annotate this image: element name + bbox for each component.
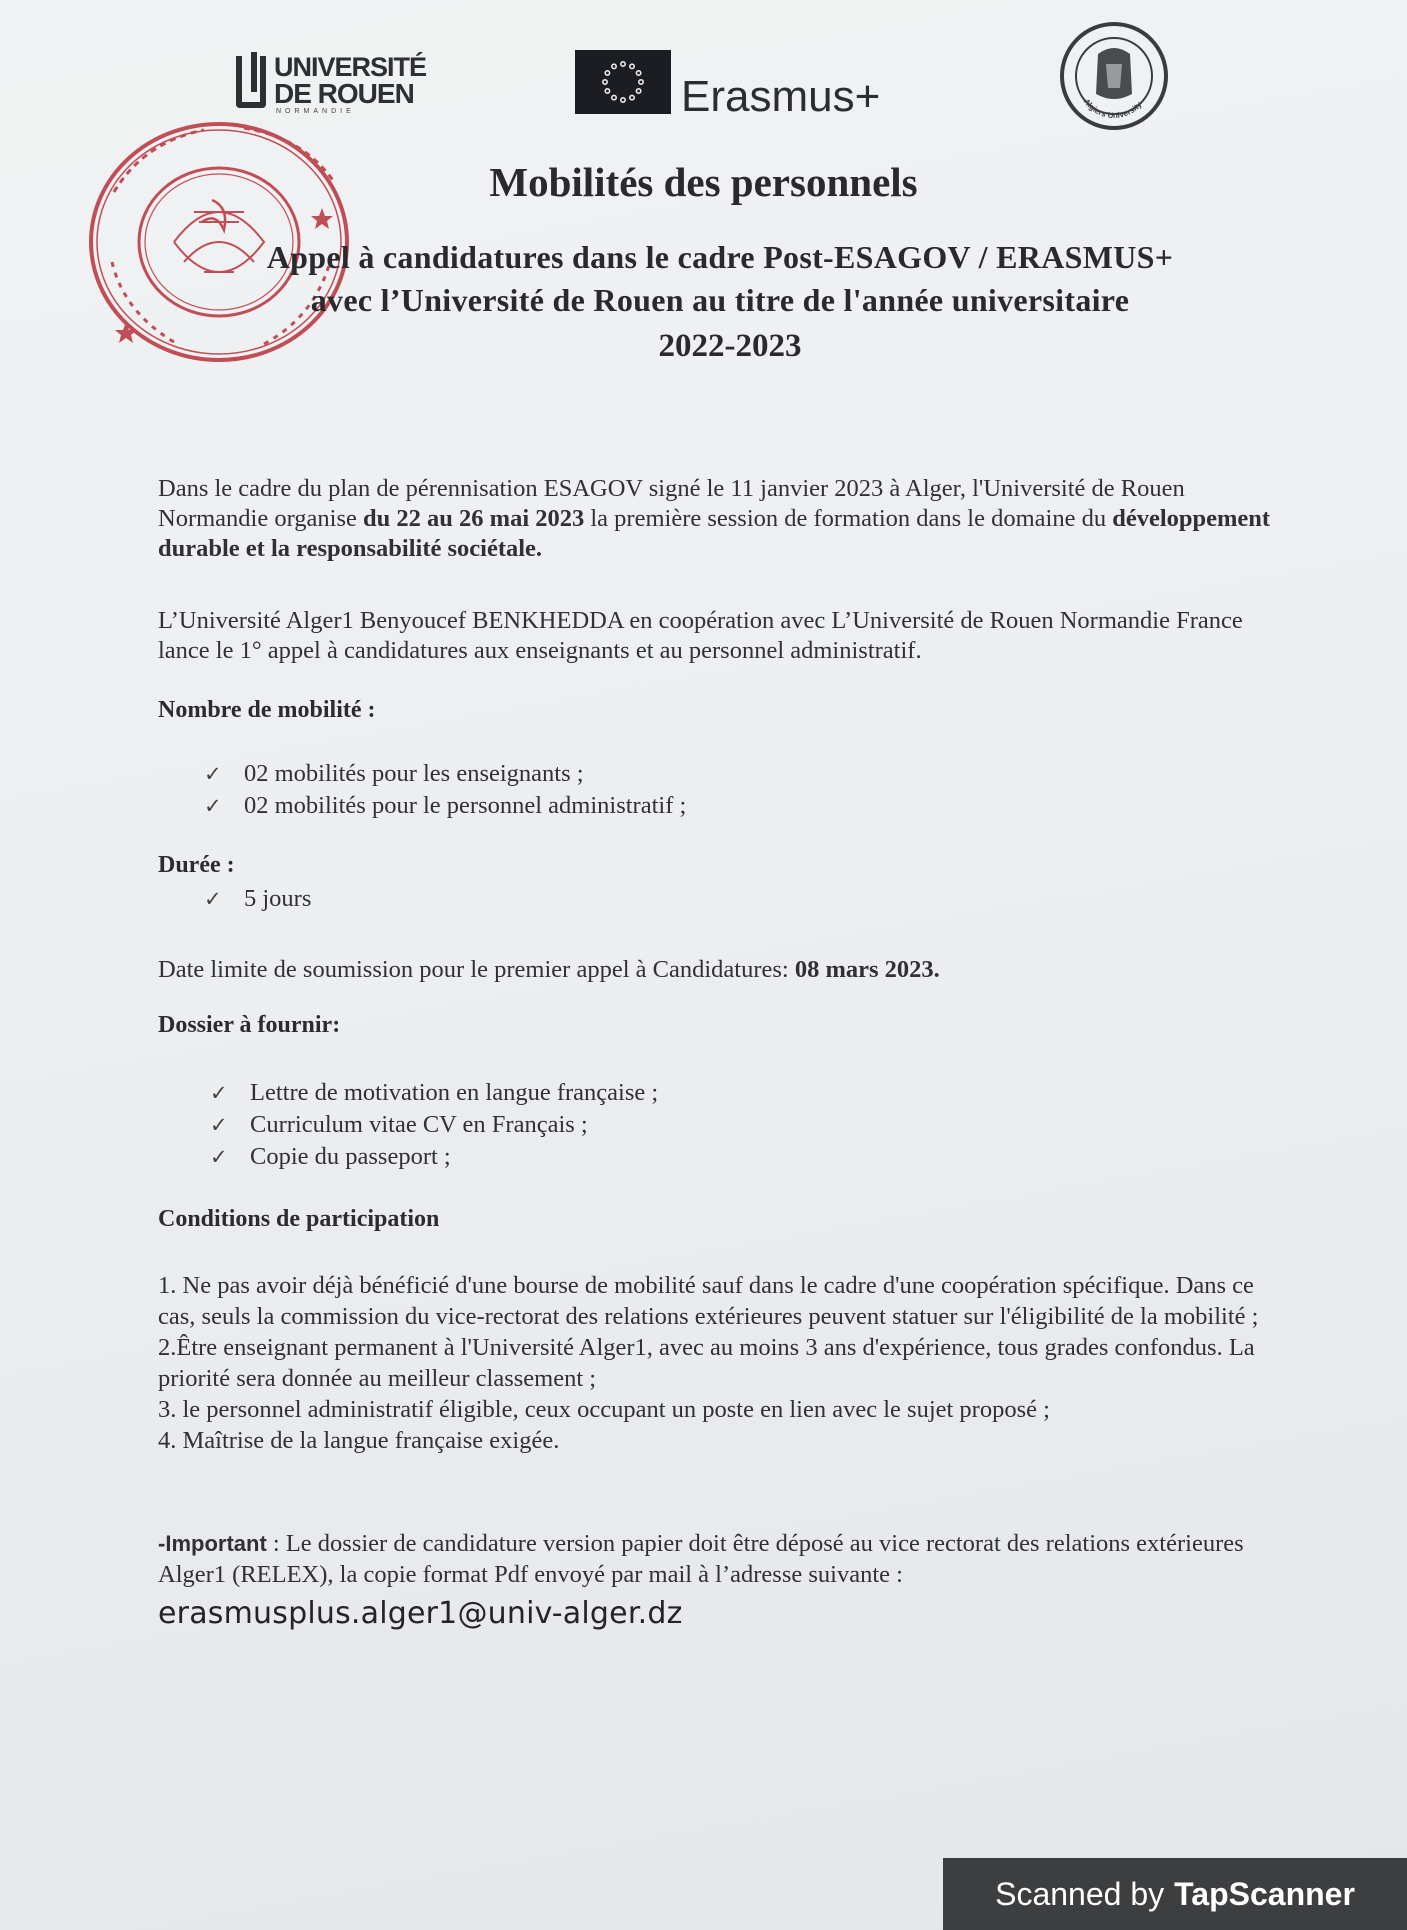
condition-item: 3. le personnel administratif éligible, ceux occupant un poste en lien avec le sujet proposé ; <box>158 1396 1050 1423</box>
documents-list <box>210 1077 658 1173</box>
important-label: -Important <box>158 1531 267 1556</box>
list-item-text: 02 mobilités pour le personnel administratif ; <box>244 792 687 819</box>
condition-item: 1. Ne pas avoir déjà bénéficié d'une bourse de mobilité sauf dans le cadre d'une coopération spécifique. Dans ce cas, seuls la commission du vice-rectorat des relations extérieures peuvent statuer sur l'éligibilité de la mobilité ; <box>158 1272 1259 1330</box>
rouen-logo-line2: DE ROUEN <box>274 78 414 109</box>
universite-rouen-logo <box>236 52 436 116</box>
rouen-logo-line3: NORMANDIE <box>276 108 355 115</box>
list-item <box>204 758 686 790</box>
intro-paragraph-1 <box>158 474 1288 564</box>
check-icon: ✓ <box>204 887 222 911</box>
important-text: : Le dossier de candidature version papier doit être déposé au vice rectorat des relations extérieures Alger1 (RELEX), la copie format Pdf envoyé par mail à l’adresse suivante : <box>158 1530 1244 1588</box>
list-item-text: Lettre de motivation en langue française ; <box>250 1079 659 1106</box>
check-icon: ✓ <box>210 1081 228 1105</box>
deadline-text: Date limite de soumission pour le premier appel à Candidatures: <box>158 956 795 983</box>
condition-item: 4. Maîtrise de la langue française exigée. <box>158 1427 560 1454</box>
subtitle-line-2: avec l’Université de Rouen au titre de l'année universitaire <box>310 282 1130 318</box>
rouen-logo-line1: UNIVERSITÉ <box>274 52 427 82</box>
list-item <box>204 790 686 822</box>
academic-year: 2022-2023 <box>658 328 802 364</box>
algiers-university-seal <box>1058 20 1170 132</box>
erasmus-wordmark: Erasmus+ <box>681 72 881 121</box>
important-note <box>158 1528 1288 1590</box>
conditions-label: Conditions de participation <box>158 1206 440 1232</box>
call-subtitle <box>190 236 1250 322</box>
deadline-date: 08 mars 2023. <box>794 956 940 983</box>
condition-item: 2.Être enseignant permanent à l'Université Alger1, avec au moins 3 ans d'expérience, tous grades confondus. La priorité sera donnée au meilleur classement ; <box>158 1334 1255 1392</box>
check-icon: ✓ <box>210 1113 228 1137</box>
list-item <box>210 1109 658 1141</box>
contact-email: erasmusplus.alger1@univ-alger.dz <box>158 1596 683 1631</box>
page-title: Mobilités des personnels <box>489 159 918 205</box>
training-dates: du 22 au 26 mai 2023 <box>363 505 585 532</box>
list-item <box>210 1141 658 1173</box>
mobility-list <box>204 758 686 822</box>
list-item-text: 5 jours <box>244 885 312 912</box>
conditions-list <box>158 1270 1288 1456</box>
list-item <box>204 883 311 915</box>
documents-label: Dossier à fournir: <box>158 1012 341 1038</box>
watermark-brand: TapScanner <box>1174 1875 1355 1912</box>
list-item <box>210 1077 658 1109</box>
intro-p1-c: la première session de formation dans le domaine du <box>584 505 1113 532</box>
scanner-watermark <box>943 1858 1407 1930</box>
check-icon: ✓ <box>204 762 222 786</box>
rouen-u-mark-icon <box>236 56 266 108</box>
seal-text: Algiers University <box>1081 97 1144 121</box>
svg-text:Algiers University <box>1082 97 1144 120</box>
watermark-prefix: Scanned by <box>995 1875 1165 1912</box>
mobility-count-label: Nombre de mobilité : <box>158 697 376 723</box>
submission-deadline <box>158 956 940 984</box>
check-icon: ✓ <box>210 1145 228 1169</box>
list-item-text: Curriculum vitae CV en Français ; <box>250 1111 588 1138</box>
check-icon: ✓ <box>204 794 222 818</box>
list-item-text: Copie du passeport ; <box>250 1143 451 1170</box>
subtitle-line-1: Appel à candidatures dans le cadre Post-ESAGOV / ERASMUS+ <box>266 239 1174 275</box>
intro-paragraph-2: L’Université Alger1 Benyoucef BENKHEDDA en coopération avec L’Université de Rouen Normandie France lance le 1° appel à candidatures aux enseignants et au personnel administratif. <box>158 607 1243 664</box>
eu-flag-icon <box>575 50 671 114</box>
duration-list <box>204 883 311 915</box>
list-item-text: 02 mobilités pour les enseignants ; <box>244 760 584 787</box>
intro-p1-a: Dans le cadre du plan de pérennisation ESAGOV signé le 11 janvier 2023 à Alger, l'Université de Rouen Normandie organise <box>158 475 1185 532</box>
erasmus-logo <box>575 50 915 120</box>
duration-label: Durée : <box>158 852 235 878</box>
training-domain: développement durable et la responsabilité sociétale. <box>158 505 1271 562</box>
